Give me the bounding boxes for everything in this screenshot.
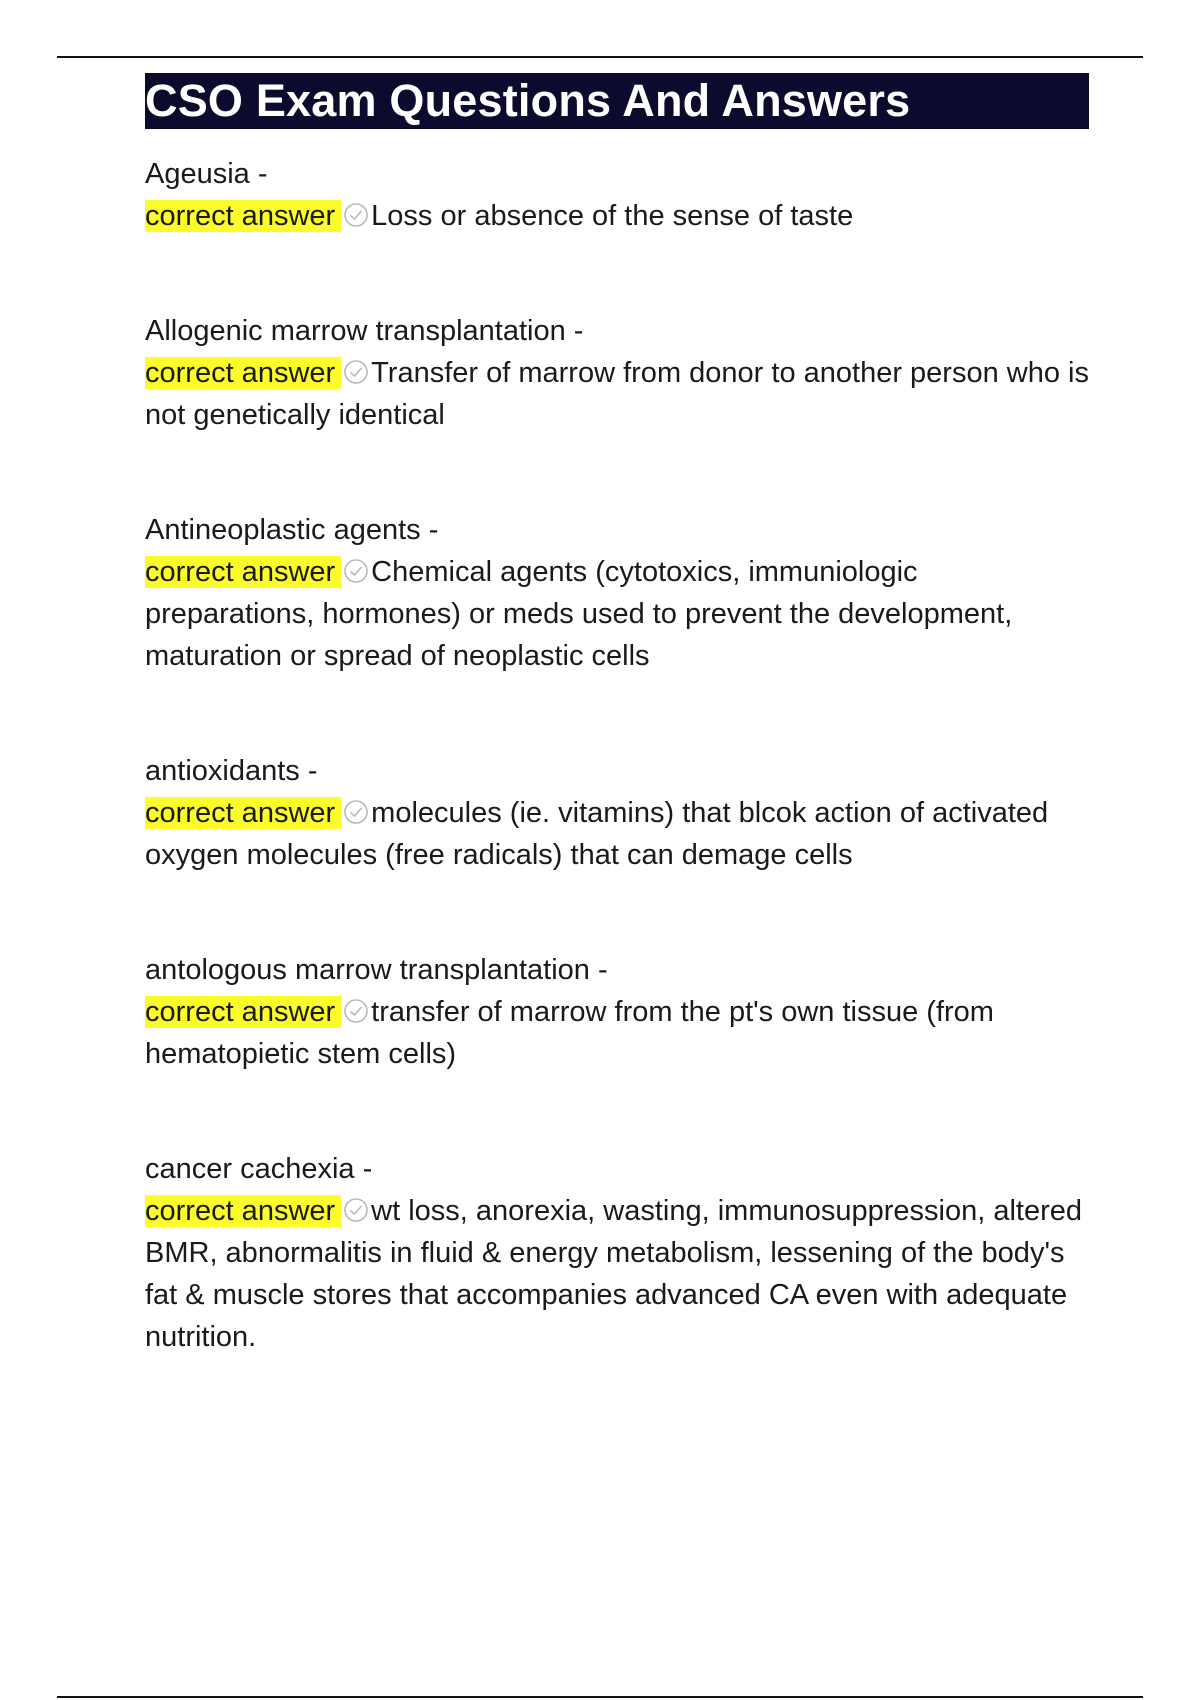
top-rule: [57, 56, 1143, 58]
answer-tag: correct answer: [145, 200, 341, 232]
answer-line: [145, 1190, 1089, 1358]
qa-item: [145, 750, 1089, 876]
question-term: Ageusia -: [145, 158, 268, 190]
bottom-rule: [57, 1696, 1143, 1698]
answer-text: Loss or absence of the sense of taste: [371, 200, 854, 232]
question-term: Antineoplastic agents -: [145, 514, 439, 546]
answer-text: Chemical agents (cytotoxics, immuniologic preparations, hormones) or meds used to prevent the development, maturation or spread of neoplastic cells: [145, 556, 1013, 672]
qa-item: [145, 153, 1089, 237]
answer-tag: correct answer: [145, 556, 341, 588]
qa-item: [145, 509, 1089, 677]
answer-tag: correct answer: [145, 357, 341, 389]
question-term: antioxidants -: [145, 755, 318, 787]
check-badge-icon: [343, 202, 369, 228]
answer-line: [145, 352, 1089, 436]
answer-text: transfer of marrow from the pt's own tissue (from hematopietic stem cells): [145, 996, 994, 1070]
title-bar: [145, 73, 1089, 129]
page-title: CSO Exam Questions And Answers: [145, 75, 911, 126]
check-badge-icon: [343, 359, 369, 385]
check-badge-icon: [343, 799, 369, 825]
check-badge-icon: [343, 998, 369, 1024]
qa-list: [145, 153, 1089, 1358]
answer-text: Transfer of marrow from donor to another person who is not genetically identical: [145, 357, 1089, 431]
answer-line: [145, 551, 1089, 677]
check-badge-icon: [343, 1197, 369, 1223]
answer-line: [145, 792, 1089, 876]
answer-line: [145, 991, 1089, 1075]
answer-tag: correct answer: [145, 797, 341, 829]
check-badge-icon: [343, 558, 369, 584]
answer-tag: correct answer: [145, 996, 341, 1028]
answer-line: [145, 195, 1089, 237]
answer-tag: correct answer: [145, 1195, 341, 1227]
qa-item: [145, 310, 1089, 436]
qa-item: [145, 1148, 1089, 1358]
qa-item: [145, 949, 1089, 1075]
question-term: Allogenic marrow transplantation -: [145, 315, 584, 347]
document-page: [145, 73, 1089, 1431]
question-term: cancer cachexia -: [145, 1153, 373, 1185]
answer-text: wt loss, anorexia, wasting, immunosuppression, altered BMR, abnormalitis in fluid & energy metabolism, lessening of the body's fat & muscle stores that accompanies advanced CA even with adequate nutrition.: [145, 1195, 1083, 1353]
answer-text: molecules (ie. vitamins) that blcok action of activated oxygen molecules (free radicals) that can demage cells: [145, 797, 1049, 871]
question-term: antologous marrow transplantation -: [145, 954, 608, 986]
